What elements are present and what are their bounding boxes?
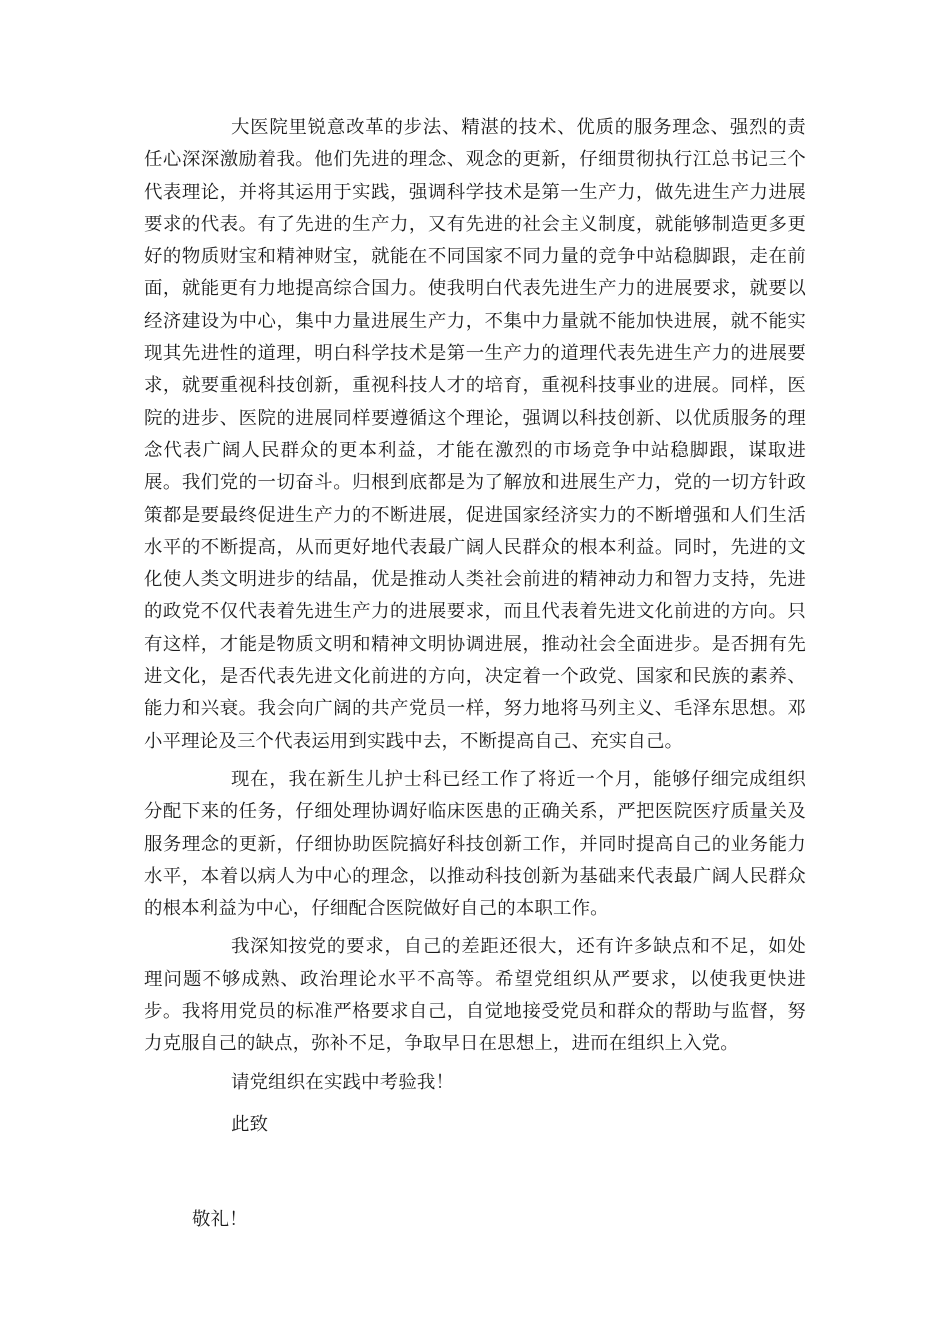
paragraph-1: 大医院里锐意改革的步法、精湛的技术、优质的服务理念、强烈的责任心深深激励着我。他们先进的理念、观念的更新，仔细贯彻执行江总书记三个代表理论，并将其运用于实践，强调科学技术是第一生产力，做先进生产力进展要求的代表。有了先进的生产力，又有先进的社会主义制度，就能够制造更多更好的物质财宝和精神财宝，就能在不同国家不同力量的竞争中站稳脚跟，走在前面，就能更有力地提高综合国力。使我明白代表先进生产力的进展要求，就要以经济建设为中心，集中力量进展生产力，不集中力量就不能加快进展，就不能实现其先进性的道理，明白科学技术是第一生产力的道理代表先进生产力的进展要求，就要重视科技创新，重视科技人才的培育，重视科技事业的进展。同样，医院的进步、医院的进展同样要遵循这个理论，强调以科技创新、以优质服务的理念代表广阔人民群众的更本利益，才能在激烈的市场竞争中站稳脚跟，谋取进展。我们党的一切奋斗。归根到底都是为了解放和进展生产力，党的一切方针政策都是要最终促进生产力的不断进展，促进国家经济实力的不断增强和人们生活水平的不断提高，从而更好地代表最广阔人民群众的根本利益。同时，先进的文化使人类文明进步的结晶，优是推动人类社会前进的精神动力和智力支持，先进的政党不仅代表着先进生产力的进展要求，而且代表着先进文化前进的方向。只有这样，才能是物质文明和精神文明协调进展，推动社会全面进步。是否拥有先进文化，是否代表先进文化前进的方向，决定着一个政党、国家和民族的素养、能力和兴衰。我会向广阔的共产党员一样，努力地将马列主义、毛泽东思想。邓小平理论及三个代表运用到实践中去，不断提高自己、充实自己。: [144, 117, 806, 752]
paragraph-3: 我深知按党的要求，自己的差距还很大，还有许多缺点和不足，如处理问题不够成熟、政治理论水平不高等。希望党组织从严要求，以使我更快进步。我将用党员的标准严格要求自己，自觉地接受党员和群众的帮助与监督，努力克服自己的缺点，弥补不足，争取早日在思想上，进而在组织上入党。: [144, 936, 806, 1055]
paragraph-2: 现在，我在新生儿护士科已经工作了将近一个月，能够仔细完成组织分配下来的任务，仔细处理协调好临床医患的正确关系，严把医院医疗质量关及服务理念的更新，仔细协助医院搞好科技创新工作，并同时提高自己的业务能力水平，本着以病人为中心的理念，以推动科技创新为基础来代表最广阔人民群众的根本利益为中心，仔细配合医院做好自己的本职工作。: [144, 768, 806, 920]
letter-body: [144, 112, 806, 1151]
salutation: 敬礼！: [192, 1209, 248, 1230]
closing-ci-zhi: 此致: [231, 1113, 269, 1135]
closing-request: 请党组织在实践中考验我！: [231, 1071, 455, 1093]
